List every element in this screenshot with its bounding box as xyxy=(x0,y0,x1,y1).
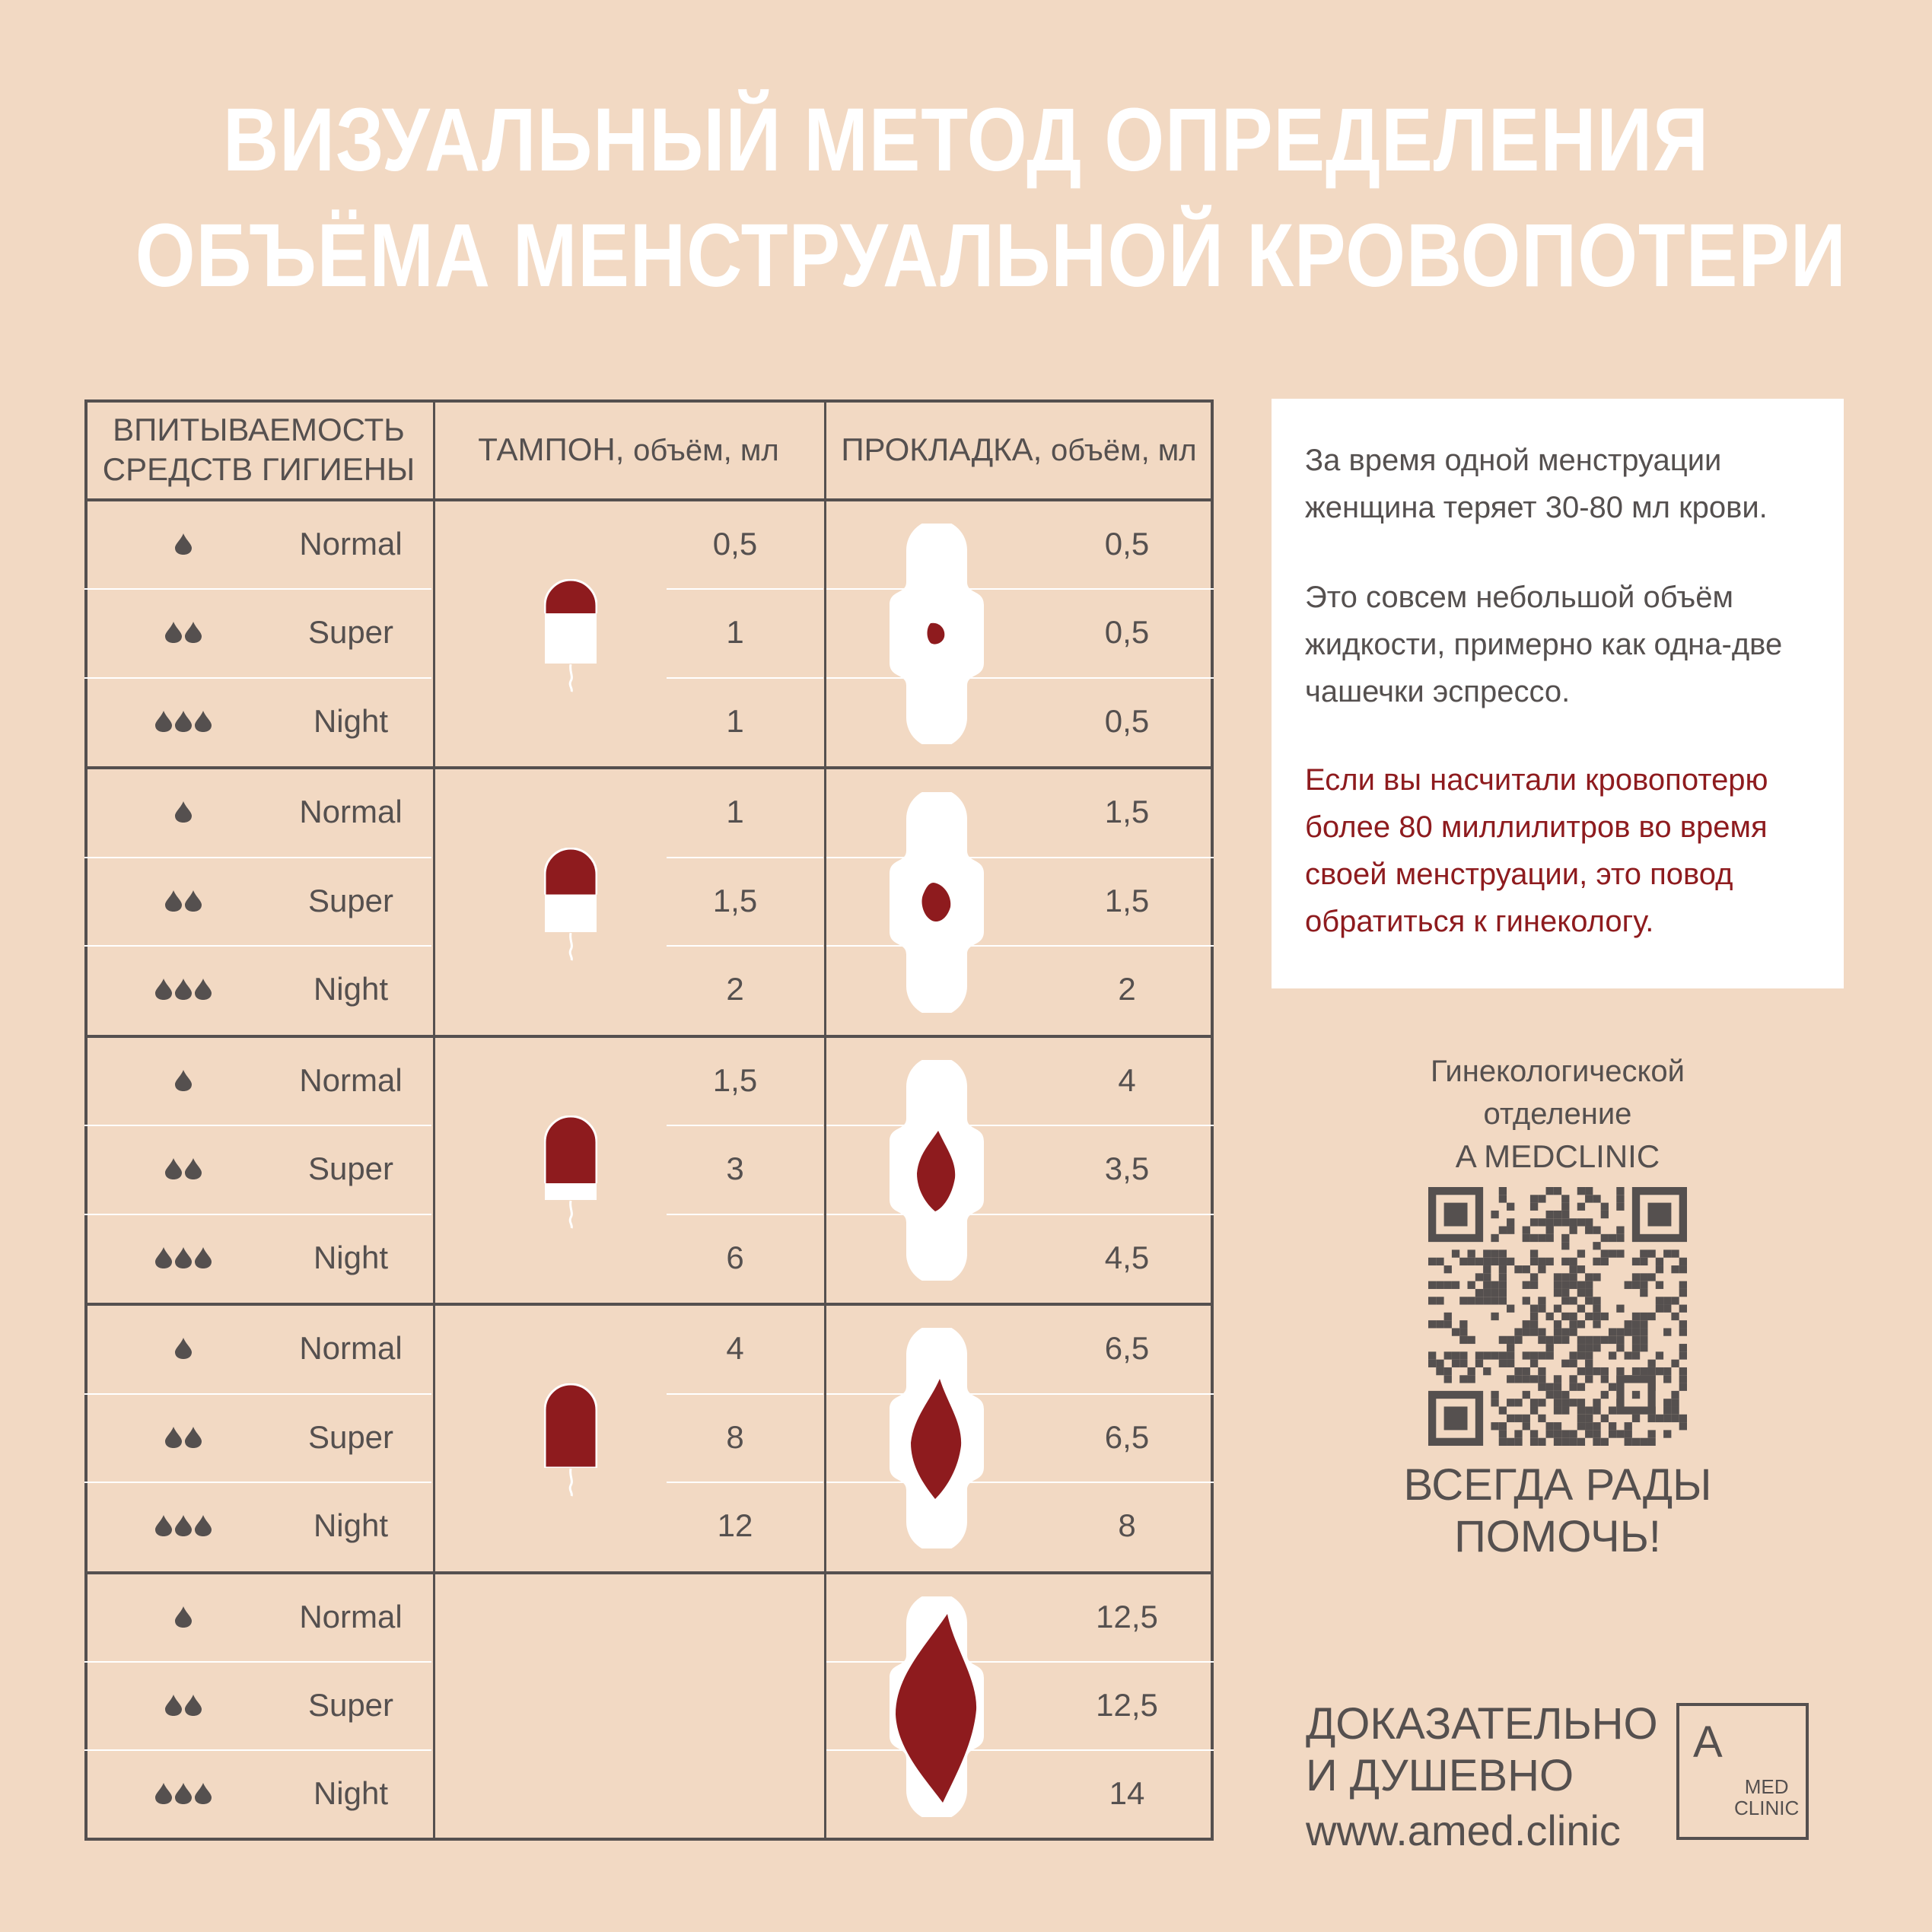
pad-volume: 8 xyxy=(1118,1507,1136,1543)
tampon-icon xyxy=(544,848,597,962)
tampon-volume xyxy=(693,1573,777,1661)
pad-volume: 2 xyxy=(1118,971,1136,1007)
absorbency-label: Super xyxy=(307,882,394,918)
drop-icon xyxy=(155,979,172,1000)
tampon-volume: 1 xyxy=(726,794,744,830)
pad-volume: 14 xyxy=(1109,1775,1145,1812)
absorbency-label: Night xyxy=(313,702,389,739)
drop-icon xyxy=(155,1247,172,1268)
title-line-2: ОБЪЁМА МЕНСТРУАЛЬНОЙ КРОВОПОТЕРИ xyxy=(135,205,1847,306)
absorbency-label: Super xyxy=(307,1687,394,1723)
tampon-icon xyxy=(544,1383,597,1498)
absorbency-label: Night xyxy=(313,1775,389,1812)
drop-icon xyxy=(195,711,212,732)
tampon-icon xyxy=(544,579,597,693)
absorbency-label: Night xyxy=(313,971,389,1007)
logo-letter: A xyxy=(1693,1717,1723,1767)
drop-icon xyxy=(165,1158,182,1179)
drop-icon xyxy=(165,622,182,643)
amed-logo xyxy=(1676,1703,1809,1840)
pad-icon xyxy=(887,1328,986,1548)
drop-icon xyxy=(185,1695,202,1716)
drop-icon xyxy=(195,1783,212,1804)
pad-volume: 12,5 xyxy=(1096,1687,1158,1723)
drop-icon xyxy=(155,1515,172,1536)
slogan-line-2: ПОМОЧЬ! xyxy=(1454,1512,1661,1561)
pad-volume: 4,5 xyxy=(1104,1239,1150,1275)
absorbency-label: Normal xyxy=(299,1598,403,1634)
absorbency-drops xyxy=(107,1661,259,1749)
pad-volume: 1,5 xyxy=(1104,794,1150,830)
absorbency-label: Normal xyxy=(299,794,403,830)
drop-icon xyxy=(175,1338,192,1359)
drop-icon xyxy=(175,1070,192,1091)
tampon-volume: 2 xyxy=(726,971,744,1007)
pad-volume: 4 xyxy=(1118,1061,1136,1098)
pad-volume: 3,5 xyxy=(1104,1151,1150,1187)
pad-volume: 12,5 xyxy=(1096,1598,1158,1634)
clinic-department xyxy=(1370,1050,1746,1178)
tampon-volume: 6 xyxy=(726,1239,744,1275)
absorbency-drops xyxy=(107,1036,259,1125)
absorbency-drops xyxy=(107,1749,259,1838)
info-paragraph-1: За время одной менструации женщина теряет 30-80 мл крови. xyxy=(1305,444,1768,524)
drop-icon xyxy=(155,711,172,732)
slogan-line-1: ВСЕГДА РАДЫ xyxy=(1403,1460,1712,1510)
pad-icon xyxy=(887,524,986,744)
absorbency-label: Super xyxy=(307,1418,394,1455)
absorbency-drops xyxy=(107,768,259,856)
slogan xyxy=(1370,1459,1746,1563)
logo-text: MED CLINIC xyxy=(1734,1775,1800,1819)
pad-icon xyxy=(887,792,986,1013)
pad-volume: 0,5 xyxy=(1104,702,1150,739)
drop-icon xyxy=(155,1783,172,1804)
absorbency-drops xyxy=(107,1573,259,1661)
header-absorbency: ВПИТЫВАЕМОСТЬ СРЕДСТВ ГИГИЕНЫ xyxy=(102,412,415,487)
drop-icon xyxy=(165,1695,182,1716)
tampon-volume: 1 xyxy=(726,614,744,651)
tampon-volume: 0,5 xyxy=(712,526,758,562)
tampon-volume: 1 xyxy=(726,702,744,739)
drop-icon xyxy=(175,533,192,555)
drop-icon xyxy=(175,1606,192,1628)
absorbency-label: Super xyxy=(307,614,394,651)
tampon-volume: 1,5 xyxy=(712,1061,758,1098)
tampon-volume: 12 xyxy=(717,1507,753,1543)
absorbency-drops xyxy=(107,1125,259,1213)
info-paragraph-2: Это совсем небольшой объём жидкости, примерно как одна-две чашечки эспрессо. xyxy=(1305,581,1783,708)
absorbency-drops xyxy=(107,1393,259,1482)
absorbency-drops xyxy=(107,1214,259,1302)
clinic-line-2: отделение xyxy=(1483,1097,1632,1131)
absorbency-table xyxy=(84,399,1214,1841)
drop-icon xyxy=(185,890,202,912)
absorbency-drops xyxy=(107,588,259,676)
drop-icon xyxy=(195,1247,212,1268)
absorbency-drops xyxy=(107,857,259,945)
absorbency-label: Night xyxy=(313,1507,389,1543)
drop-icon xyxy=(165,1427,182,1448)
column-divider xyxy=(433,399,435,1841)
drop-icon xyxy=(185,622,202,643)
tampon-volume: 3 xyxy=(726,1151,744,1187)
absorbency-drops xyxy=(107,945,259,1033)
motto-line-2: И ДУШЕВНО xyxy=(1306,1751,1574,1800)
drop-icon xyxy=(175,1783,192,1804)
tampon-icon xyxy=(544,1116,597,1230)
header-tampon: ТАМПОН, объём, мл xyxy=(478,431,779,467)
clinic-name: A MEDCLINIC xyxy=(1455,1138,1660,1174)
drop-icon xyxy=(165,890,182,912)
page-title xyxy=(0,82,1932,314)
absorbency-drops xyxy=(107,1304,259,1393)
pad-volume: 0,5 xyxy=(1104,526,1150,562)
header-pad: ПРОКЛАДКА, объём, мл xyxy=(841,431,1197,467)
pad-volume: 6,5 xyxy=(1104,1330,1150,1367)
absorbency-drops xyxy=(107,677,259,765)
absorbency-label: Night xyxy=(313,1239,389,1275)
absorbency-label: Normal xyxy=(299,526,403,562)
absorbency-drops xyxy=(107,1482,259,1570)
absorbency-label: Normal xyxy=(299,1061,403,1098)
info-warning: Если вы насчитали кровопотерю более 80 миллилитров во время своей менструации, это повод обратиться к гинекологу. xyxy=(1305,763,1768,938)
drop-icon xyxy=(175,1247,192,1268)
tampon-volume: 8 xyxy=(726,1418,744,1455)
info-card xyxy=(1272,399,1844,988)
drop-icon xyxy=(195,979,212,1000)
tampon-volume xyxy=(693,1661,777,1749)
drop-icon xyxy=(185,1427,202,1448)
drop-icon xyxy=(185,1158,202,1179)
pad-volume: 0,5 xyxy=(1104,614,1150,651)
drop-icon xyxy=(175,711,192,732)
website-link[interactable]: www.amed.clinic xyxy=(1306,1806,1621,1854)
pad-icon xyxy=(887,1596,986,1817)
drop-icon xyxy=(175,979,192,1000)
drop-icon xyxy=(175,1515,192,1536)
clinic-line-1: Гинекологической xyxy=(1430,1055,1685,1088)
absorbency-label: Super xyxy=(307,1151,394,1187)
pad-icon xyxy=(887,1060,986,1281)
motto-line-1: ДОКАЗАТЕЛЬНО xyxy=(1306,1699,1658,1749)
column-divider xyxy=(824,399,826,1841)
tampon-volume: 1,5 xyxy=(712,882,758,918)
pad-volume: 1,5 xyxy=(1104,882,1150,918)
tampon-volume: 4 xyxy=(726,1330,744,1367)
title-line-1: ВИЗУАЛЬНЫЙ МЕТОД ОПРЕДЕЛЕНИЯ xyxy=(222,90,1709,190)
drop-icon xyxy=(175,801,192,823)
drop-icon xyxy=(195,1515,212,1536)
absorbency-label: Normal xyxy=(299,1330,403,1367)
absorbency-drops xyxy=(107,500,259,588)
tampon-volume xyxy=(693,1749,777,1838)
pad-volume: 6,5 xyxy=(1104,1418,1150,1455)
qr-code[interactable] xyxy=(1428,1187,1687,1446)
